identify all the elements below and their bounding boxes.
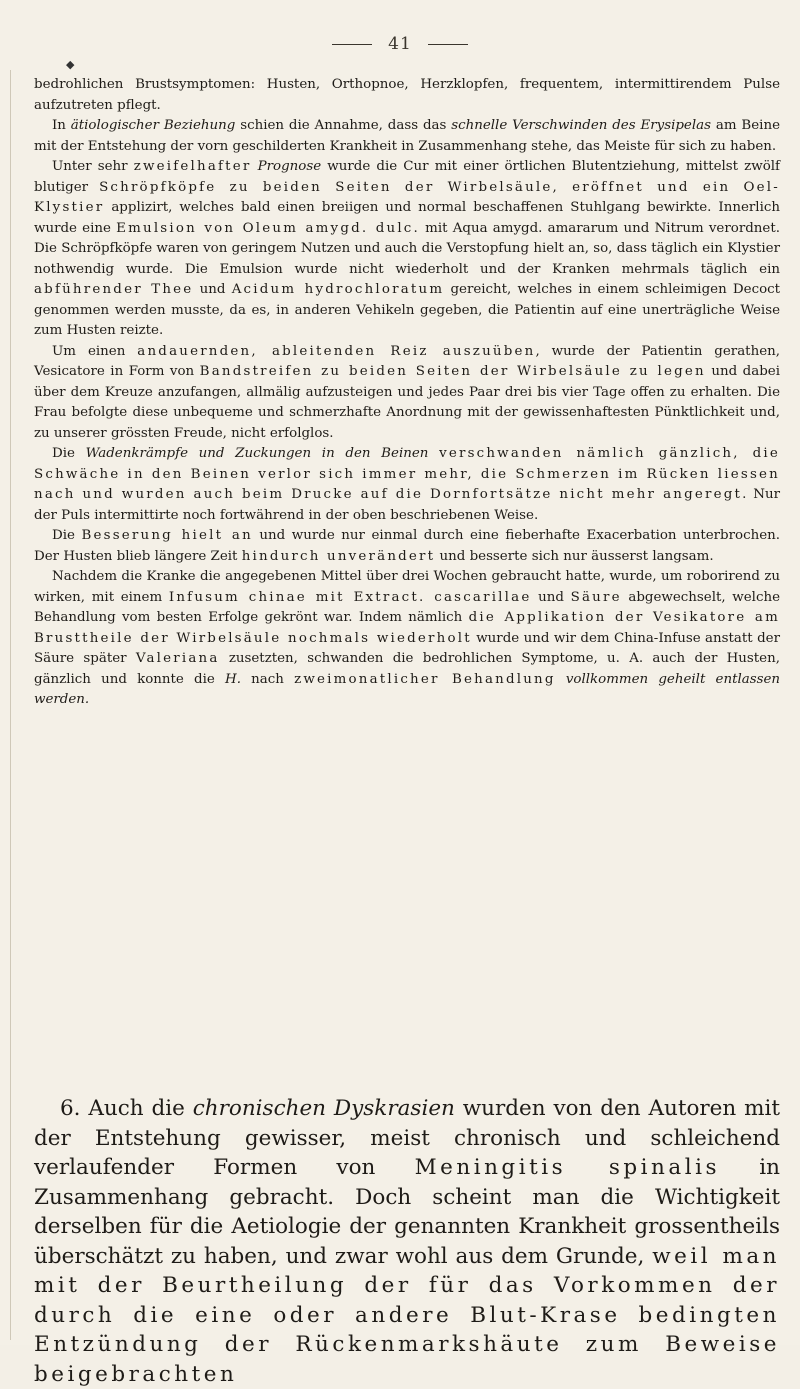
spaced-term: Säure <box>570 589 622 605</box>
text-run: Nachdem die Kranke die angegebenen Mittel über drei Wochen gebraucht hatte, wurde, um roborirend zu wirken, mit einem <box>34 569 780 605</box>
text-run: in Form von <box>104 364 200 379</box>
paragraph-prognosis <box>34 157 780 342</box>
spaced-term: Acidum hydrochloratum <box>231 282 445 297</box>
spaced-term: Besserung hielt an <box>81 528 253 543</box>
italic-term: ätiologischer Beziehung <box>70 118 236 133</box>
text-run: und <box>193 282 232 297</box>
text-run: und wurde nur einmal durch eine fieberhafte Exacerbation unterbrochen. Der Husten blieb längere Zeit <box>34 528 780 564</box>
text-run: wurde die Cur mit einer örtlichen Blutentziehung, mittelst zwölf blutiger <box>34 159 780 195</box>
text-run <box>556 672 566 687</box>
spaced-term: Meningitis spinalis <box>414 1155 721 1180</box>
text-run: und <box>531 589 571 605</box>
spaced-term: abführender Thee <box>34 282 194 297</box>
italic-term: Prognose <box>257 159 322 174</box>
page-number: 41 <box>388 34 412 54</box>
text-run: wurden von den Autoren mit der Entstehung gewisser, meist chronisch und schleichend verlaufender Formen von <box>34 1096 781 1180</box>
page-header <box>0 34 800 54</box>
spaced-term: Schröpfköpfe zu beiden Seiten der Wirbelsäule, eröffnet und ein Oel-Klystier <box>34 179 781 215</box>
header-dash-right <box>428 44 468 45</box>
text-run: applizirt, welches bald einen breiigen und normal beschaffenen Stuhlgang bewirkte. Innerlich wurde eine <box>34 200 780 236</box>
page-edge-line <box>10 70 11 1340</box>
text-run: , wurde der Patientin gerathen, <box>535 343 780 359</box>
spaced-term: Emulsion von Oleum amygd. dulc. <box>116 220 420 236</box>
paragraph-cramps <box>34 444 780 526</box>
paragraph-continued <box>34 75 780 116</box>
paragraph-vesicatore <box>34 342 780 445</box>
text-run: bedrohlichen Brustsymptomen: Husten, Orthopnoe, Herzklopfen, frequentem, intermittirendem Pulse aufzutreten pflegt. <box>34 77 780 113</box>
text-run: und besserte sich nur äusserst langsam. <box>435 548 714 564</box>
text-run: Unter sehr <box>52 159 134 174</box>
italic-term: chronischen Dyskrasien <box>192 1096 455 1121</box>
italic-term: H. <box>225 671 241 687</box>
text-run: Vesicatore <box>34 364 105 379</box>
body-text <box>34 75 780 711</box>
text-run: Nur der Puls intermittirte noch fortwährend in der oben beschriebenen Weise. <box>34 487 780 523</box>
italic-term: Wadenkrämpfe und Zuckungen in den Beinen <box>85 446 429 461</box>
paragraph-treatment <box>34 567 780 711</box>
text-run: und dabei über dem Kreuze anzufangen, allmälig aufzusteigen und jedes Paar drei bis vier Tage offen zu erhalten. Die Frau befolgte diese unbequeme und schmerzhafte Anordnung mit der gewissenhaftesten Pünktlichkeit und, zu unserer grössten Freude, nicht erfolglos. <box>34 364 781 441</box>
spaced-term: verschwanden nämlich gänzlich, die Schwäche in den Beinen verlor sich immer mehr, die Schmerzen im Rücken liessen nach und wurden auch beim Drucke auf die Dornfortsätze nicht mehr angeregt. <box>34 446 780 502</box>
text-run: In <box>52 118 71 133</box>
text-run: Die <box>52 446 86 461</box>
spaced-term: hindurch unverändert <box>241 548 436 564</box>
text-run: gereicht, welches in einem schleimigen Decoct genommen werden musste, da es, in anderen Vehikeln gegeben, die Patientin auf eine unerträgliche Weise zum Husten reizte. <box>34 282 781 338</box>
spaced-term: zweifelhafter <box>133 159 252 174</box>
text-run: wurde und wir dem China-Infuse anstatt der Säure später <box>34 630 780 666</box>
text-run: abgewechselt, welche Behandlung vom besten Erfolge gekrönt war. Indem nämlich <box>34 589 780 625</box>
spaced-term: die Applikation der Vesikatore am Brusttheile der Wirbelsäule nochmals wiederholt <box>34 610 780 646</box>
paragraph-improvement <box>34 526 780 567</box>
text-run: am Beine mit der Entstehung der vorn geschilderten Krankheit in Zusammenhang stehe, das Meiste für sich zu haben. <box>34 118 780 154</box>
text-run: nach <box>240 671 295 687</box>
text-run: Die <box>52 528 82 543</box>
text-run: 6. Auch die <box>60 1096 193 1121</box>
spaced-term: zweimonatlicher Behandlung <box>294 671 556 687</box>
text-run: Um einen <box>52 343 138 359</box>
text-run: zusetzten, schwanden die bedrohlichen Symptome, u. A. auch der Husten, gänzlich und konnte die <box>34 651 780 687</box>
italic-term: vollkommen geheilt entlassen werden. <box>34 671 781 707</box>
spaced-term: Valeriana <box>135 651 220 666</box>
spaced-term: Bandstreifen zu beiden Seiten der Wirbelsäule zu legen <box>199 364 706 379</box>
italic-term: schnelle Verschwinden des Erysipelas <box>451 118 711 133</box>
spaced-term: Infusum chinae mit Extract. cascarillae <box>168 589 532 605</box>
text-run: schien die Annahme, dass das <box>235 118 452 133</box>
text-run: mit Aqua amygd. amararum und Nitrum verordnet. Die Schröpfköpfe waren von geringem Nutzen und auch die Verstopfung hielt an, so, dass täglich ein Klystier nothwendig wurde. Die Emulsion wurde nicht wiederholt und der Kranken mehrmals täglich ein <box>34 220 780 277</box>
spaced-term: weil man mit der Beurtheilung der für das Vorkommen der durch die eine oder andere Blut-Krase bedingten Entzündung der Rückenmarkshäute zum Beweise beigebrachten <box>34 1243 781 1387</box>
diamond-mark-icon: ◆ <box>66 58 75 71</box>
text-run: in Zusammenhang gebracht. Doch scheint man die Wichtigkeit derselben für die Aetiologie der genannten Krankheit grossentheils überschätzt zu haben, und zwar wohl aus dem Grunde, <box>34 1155 780 1269</box>
text-run <box>428 446 439 461</box>
paragraph-aetiology <box>34 116 780 157</box>
spaced-term: andauernden, ableitenden Reiz auszuüben <box>137 343 536 359</box>
header-dash-left <box>332 44 372 45</box>
